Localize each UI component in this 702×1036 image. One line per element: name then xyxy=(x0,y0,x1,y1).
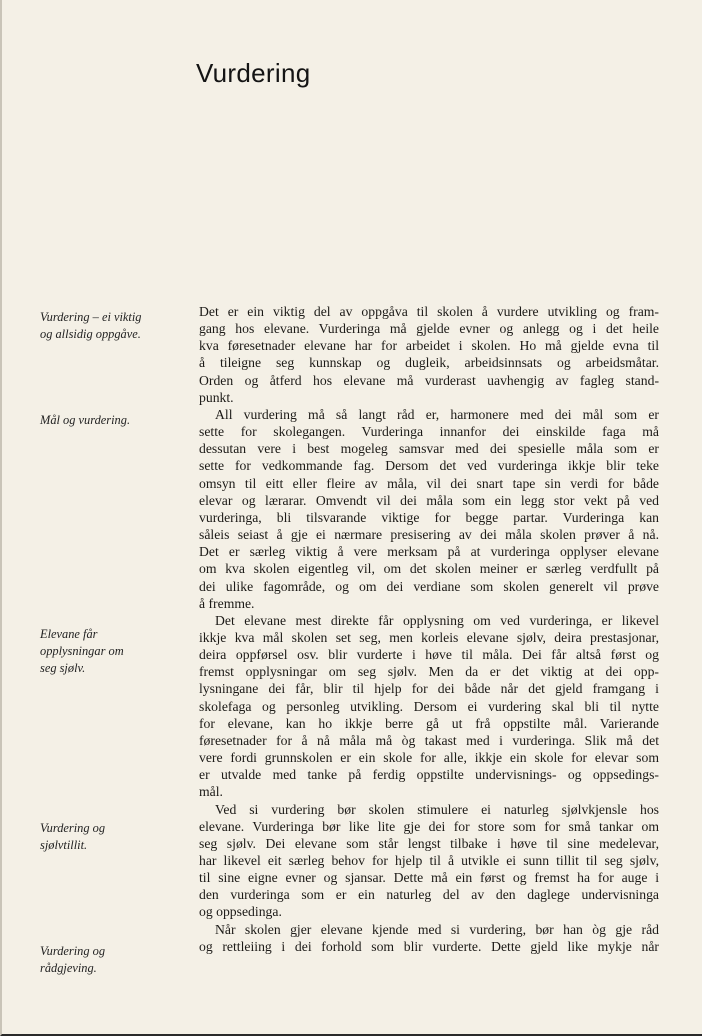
body-line: kva føresetnader elevane har for arbeidet i skolen. Ho må gjelde evna til xyxy=(199,338,659,354)
margin-note-line: og allsidig oppgåve. xyxy=(40,327,141,341)
body-line: føresetnader for å nå måla må òg takast med i vurderinga. Slik må det xyxy=(199,732,659,748)
body-line: gang hos elevane. Vurderinga må gjelde evner og anlegg og i det heile xyxy=(199,321,659,337)
body-line: har likevel eit særleg behov for hjelp til å utvikle ei sunn tillit til seg sjølv, xyxy=(199,853,659,868)
body-line: omsyn til eitt eller fleire av måla, vil dei snart tape sin verdi for både xyxy=(199,475,659,491)
margin-note-elevane-far-opplysningar xyxy=(40,626,124,677)
body-line: deira oppførsel osv. blir vurderte i høve til måla. Dei får altså først og xyxy=(199,647,659,663)
body-line: All vurdering må så langt råd er, harmonere med dei mål som er xyxy=(215,406,659,422)
body-line: elevane. Vurderinga bør like lite gje dei for store som for små tankar om xyxy=(199,818,659,834)
body-text xyxy=(199,303,659,955)
body-line: den vurderinga som er ein naturleg del av den daglege undervisninga xyxy=(199,887,659,903)
body-line: å tileigne seg kunnskap og dugleik, arbeidsinnsats og arbeidsmåtar. xyxy=(199,355,659,371)
body-line: og oppsedinga. xyxy=(199,904,282,920)
body-line: skolefaga og personleg utvikling. Dersom ei vurdering skal bli til nytte xyxy=(199,698,659,714)
body-line: Det er særleg viktig å vere merksam på at vurderinga opplyser elevane xyxy=(199,544,659,560)
body-line: og rettleiing i dei forhold som blir vurderte. Dette gjeld like mykje når xyxy=(199,938,659,954)
body-line: såleis seiast å gje ei nærmare presisering av dei måla skolen prøver å nå. xyxy=(199,527,659,543)
body-line: sette for vedkommande fag. Dersom det ved vurderinga ikkje blir teke xyxy=(199,458,659,474)
body-line: dei ulike fagområde, og om dei verdiane som skolen generelt vil prøve xyxy=(199,578,659,594)
margin-note-mal-og-vurdering xyxy=(40,412,130,429)
margin-note-vurdering-viktig xyxy=(40,309,142,343)
body-line: fremst opplysningar om seg sjølv. Men da er det viktig at dei opp- xyxy=(199,664,659,680)
body-line: Det er ein viktig del av oppgåva til skolen å vurdere utvikling og fram- xyxy=(199,304,659,319)
body-line: elevar og lærarar. Omvendt vil dei måla som ein legg stor vekt på ved xyxy=(199,492,659,508)
body-line: sette for skolegangen. Vurderinga innanfor dei einskilde faga må xyxy=(199,424,659,440)
body-line: vurderinga, bli tilsvarande viktige for begge partar. Vurderinga kan xyxy=(199,509,659,525)
body-line: mål. xyxy=(199,784,223,800)
margin-note-line: rådgjeving. xyxy=(40,961,97,975)
body-line: å fremme. xyxy=(199,595,255,611)
body-line: Orden og åtferd hos elevane må vurderast uavhengig av fagleg stand- xyxy=(199,372,659,388)
margin-note-line: sjølvtillit. xyxy=(40,838,88,852)
margin-note-line: Vurdering og xyxy=(40,821,106,835)
body-line: lysningane dei får, blir til hjelp for dei både når det gjeld framgang i xyxy=(199,681,659,697)
body-line: for elevane, kan ho ikkje berre gå ut frå oppstilte mål. Varierande xyxy=(199,715,659,731)
body-line: Når skolen gjer elevane kjende med si vurdering, bør han òg gje råd xyxy=(215,921,659,937)
body-line: er utvalde med tanke på ferdig oppstilte undervisnings- og oppsedings- xyxy=(199,767,659,783)
margin-note-line: Elevane får xyxy=(40,627,98,641)
margin-note-sjolvtillit xyxy=(40,820,105,854)
margin-note-line: Vurdering – ei viktig xyxy=(40,310,142,324)
body-line: til sine eigne evner og sjansar. Dette må ein først og fremst ha for auge i xyxy=(199,870,659,886)
body-line: Det elevane mest direkte får opplysning om ved vurderinga, er likevel xyxy=(215,612,659,628)
body-line: om kva skolen eigentleg vil, om det skolen meiner er særleg verdfullt på xyxy=(199,561,659,577)
margin-note-line: Vurdering og xyxy=(40,944,106,958)
margin-note-line: Mål og vurdering. xyxy=(40,413,131,427)
body-line: dessutan vere i best mogeleg samsvar med dei spesielle måla som er xyxy=(199,441,659,457)
body-line: vere fordi grunnskolen er ein skole for alle, ikkje ein skole for elevar som xyxy=(199,750,659,766)
body-line: seg sjølv. Dei elevane som står lengst tilbake i høve til sine medelevar, xyxy=(199,835,659,851)
body-line: Ved si vurdering bør skolen stimulere ei naturleg sjølvkjensle hos xyxy=(215,801,659,817)
body-line: punkt. xyxy=(199,389,234,405)
body-line: ikkje kva mål skolen set seg, men korleis elevane sjølv, deira prestasjonar, xyxy=(199,629,659,645)
margin-note-line: seg sjølv. xyxy=(40,661,86,675)
margin-note-radgjeving xyxy=(40,943,105,977)
page-title: Vurdering xyxy=(196,58,311,88)
margin-note-line: opplysningar om xyxy=(40,644,124,658)
